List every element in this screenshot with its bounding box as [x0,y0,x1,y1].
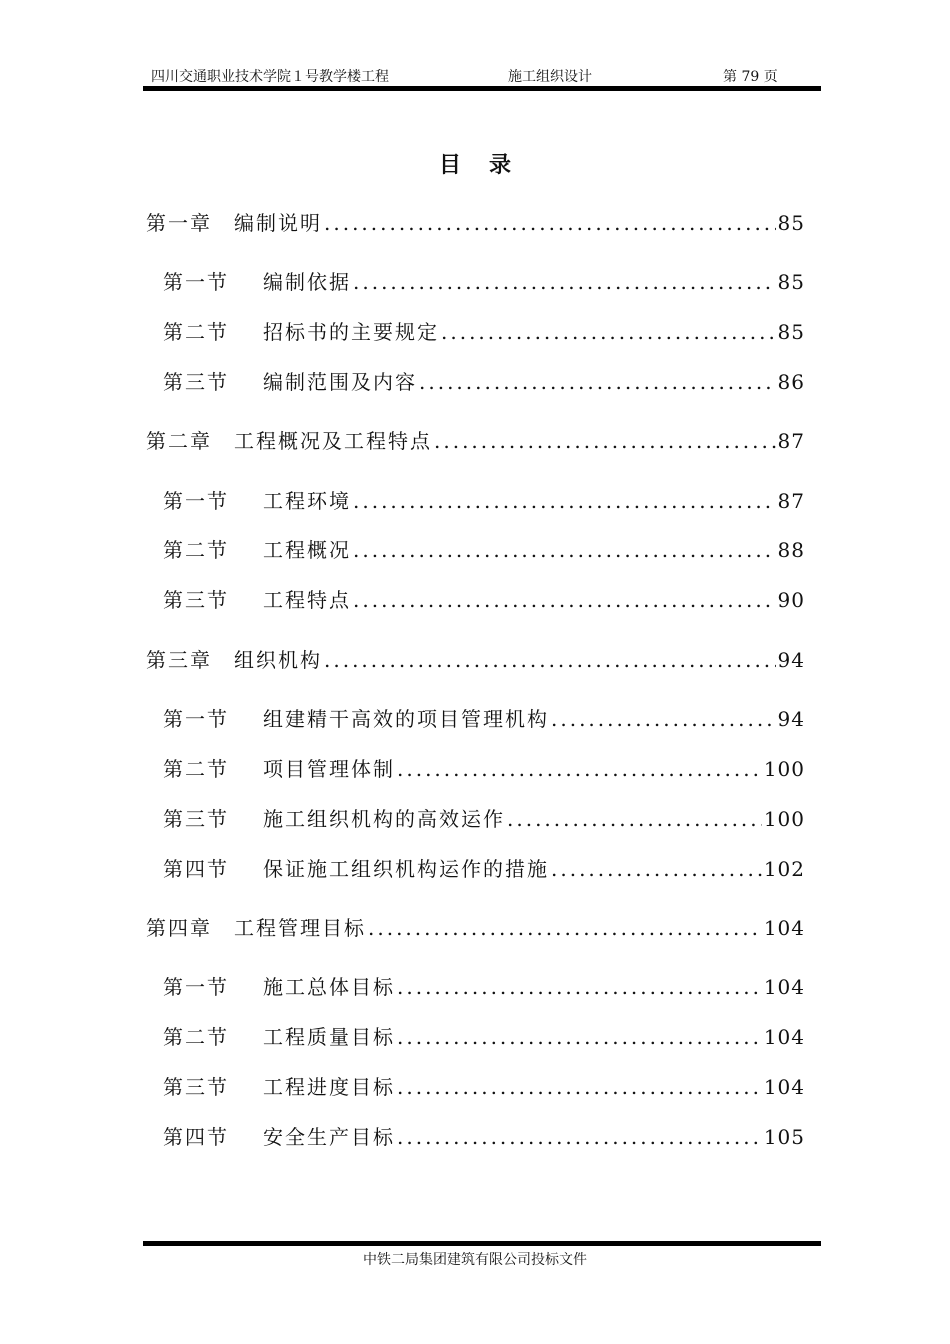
page-header [143,64,821,86]
toc-section[interactable] [163,316,805,344]
toc-page: 94 [777,648,805,672]
toc-page: 100 [763,807,805,831]
toc-number: 第三章 [146,648,212,672]
toc-number: 第一节 [163,707,229,731]
toc-leader-dots [324,211,776,235]
toc-leader-dots [353,489,776,513]
toc-page: 104 [763,1025,805,1049]
toc-section[interactable] [163,366,805,394]
toc-page: 85 [777,320,805,344]
toc-text: 编制依据 [263,270,351,294]
toc-section[interactable] [163,485,805,513]
toc-title: 目录 [438,152,539,178]
page-footer: 中铁二局集团建筑有限公司投标文件 [363,1252,587,1268]
toc-number: 第二节 [163,538,229,562]
toc-leader-dots [397,1125,762,1149]
toc-leader-dots [324,648,776,672]
toc-page: 104 [763,1075,805,1099]
toc-text: 招标书的主要规定 [263,320,439,344]
toc-text: 保证施工组织机构运作的措施 [263,857,549,881]
toc-leader-dots [397,1025,762,1049]
toc-leader-dots [441,320,776,344]
toc-text: 施工组织机构的高效运作 [263,807,505,831]
toc-text: 安全生产目标 [263,1125,395,1149]
toc-section[interactable] [163,1121,805,1149]
toc-number: 第二节 [163,1025,229,1049]
toc-page: 94 [777,707,805,731]
toc-chapter[interactable] [146,207,805,235]
toc-leader-dots [397,757,762,781]
toc-number: 第四节 [163,1125,229,1149]
toc-number: 第一节 [163,975,229,999]
toc-section[interactable] [163,803,805,831]
toc-number: 第一节 [163,270,229,294]
toc-number: 第一章 [146,211,212,235]
footer-rule [143,1241,821,1246]
header-page-number: 第 79 页 [723,69,778,85]
toc-page: 100 [763,757,805,781]
toc-text: 施工总体目标 [263,975,395,999]
toc-number: 第三节 [163,370,229,394]
toc-section[interactable] [163,971,805,999]
toc-leader-dots [434,429,776,453]
toc-page: 87 [777,489,805,513]
toc-section[interactable] [163,753,805,781]
toc-number: 第四节 [163,857,229,881]
toc-text: 组织机构 [234,648,322,672]
toc-number: 第三节 [163,1075,229,1099]
toc-chapter[interactable] [146,644,805,672]
toc-section[interactable] [163,584,805,612]
toc-leader-dots [419,370,776,394]
toc-number: 第三节 [163,588,229,612]
toc-section[interactable] [163,1071,805,1099]
toc-number: 第二节 [163,320,229,344]
toc-leader-dots [397,1075,762,1099]
toc-text: 工程质量目标 [263,1025,395,1049]
toc-chapter[interactable] [146,912,805,940]
toc-text: 编制说明 [234,211,322,235]
toc-page: 104 [763,916,805,940]
toc-number: 第四章 [146,916,212,940]
toc-page: 85 [777,211,805,235]
toc-number: 第一节 [163,489,229,513]
toc-text: 工程特点 [263,588,351,612]
toc-text: 工程概况 [263,538,351,562]
toc-page: 102 [763,857,805,881]
header-project-name: 四川交通职业技术学院１号教学楼工程 [151,69,389,85]
toc-leader-dots [353,588,776,612]
toc-page: 104 [763,975,805,999]
toc-section[interactable] [163,534,805,562]
toc-leader-dots [353,538,776,562]
toc-section[interactable] [163,703,805,731]
toc-leader-dots [507,807,762,831]
toc-number: 第二章 [146,429,212,453]
toc-number: 第三节 [163,807,229,831]
toc-text: 工程管理目标 [234,916,366,940]
toc-page: 85 [777,270,805,294]
toc-number: 第二节 [163,757,229,781]
toc-page: 90 [777,588,805,612]
header-rule [143,86,821,91]
toc-leader-dots [551,857,762,881]
toc-chapter[interactable] [146,425,805,453]
toc-section[interactable] [163,266,805,294]
toc-text: 工程进度目标 [263,1075,395,1099]
header-document-type: 施工组织设计 [508,69,592,85]
toc-page: 86 [777,370,805,394]
toc-leader-dots [551,707,776,731]
toc-text: 编制范围及内容 [263,370,417,394]
toc-page: 87 [777,429,805,453]
toc-page: 88 [777,538,805,562]
toc-text: 工程概况及工程特点 [234,429,432,453]
toc-section[interactable] [163,853,805,881]
toc-leader-dots [353,270,776,294]
toc-leader-dots [368,916,762,940]
toc-text: 组建精干高效的项目管理机构 [263,707,549,731]
toc-leader-dots [397,975,762,999]
toc-page: 105 [763,1125,805,1149]
toc-text: 工程环境 [263,489,351,513]
toc-section[interactable] [163,1021,805,1049]
toc-text: 项目管理体制 [263,757,395,781]
